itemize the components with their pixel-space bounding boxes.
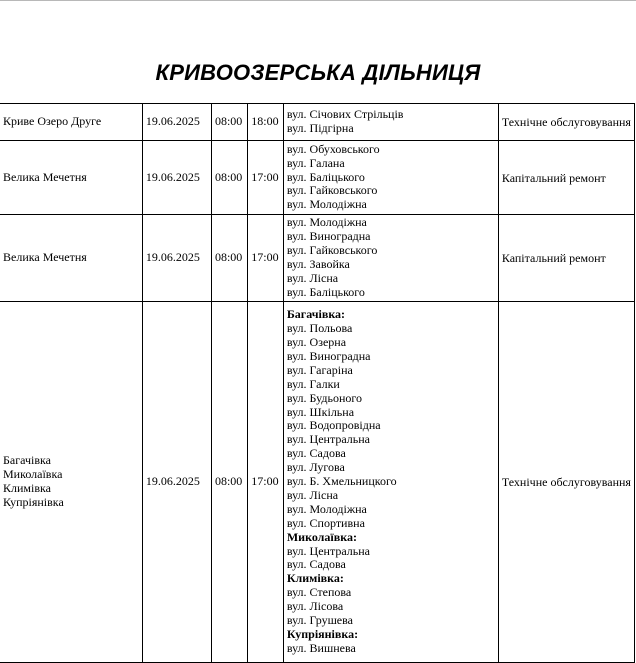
locality-name: Купріянівка (3, 494, 64, 509)
street-line: вул. Озерна (286, 334, 347, 349)
streets-cell (283, 302, 498, 663)
reason-cell: Технічне обслуговування (498, 302, 634, 663)
street-line: вул. Спортивна (286, 515, 365, 530)
end-time-cell: 17:00 (248, 302, 284, 663)
streets-cell (283, 104, 498, 141)
street-line: вул. Б. Хмельницкого (286, 474, 397, 489)
locality-name: Климівка (3, 481, 51, 495)
locality-cell (0, 302, 142, 663)
end-time-cell: 17:00 (248, 215, 284, 302)
reason-cell: Капітальний ремонт (498, 141, 634, 215)
page-title: КРИВООЗЕРСЬКА ДІЛЬНИЦЯ (155, 60, 481, 85)
village-group-heading: Купріянівка: (286, 627, 359, 642)
street-line: вул. Підгірна (286, 121, 354, 135)
street-line: вул. Лісова (286, 599, 344, 614)
village-group-heading: Миколаївка: (286, 529, 357, 544)
street-line: вул. Гайковського (286, 183, 378, 198)
locality-name: Криве Озеро Друге (3, 114, 102, 129)
table-row (0, 141, 635, 215)
street-line: вул. Баліцького (286, 284, 365, 299)
date-cell: 19.06.2025 (142, 104, 211, 141)
top-rule (0, 0, 636, 1)
date-cell: 19.06.2025 (142, 215, 211, 302)
street-line: вул. Центральна (286, 432, 370, 447)
outage-schedule-table (0, 103, 635, 663)
reason-cell: Технічне обслуговування (498, 104, 634, 141)
locality-cell (0, 104, 142, 141)
street-line: вул. Степова (286, 585, 352, 600)
end-time-cell: 18:00 (248, 104, 284, 141)
street-line: вул. Будьоного (286, 390, 363, 405)
street-line: вул. Гагаріна (286, 362, 353, 377)
street-line: вул. Молодіжна (286, 501, 367, 516)
locality-name: Велика Мечетня (3, 250, 87, 265)
end-time-cell: 17:00 (248, 141, 284, 215)
street-line: вул. Водопровідна (286, 418, 381, 433)
table-row (0, 104, 635, 141)
locality-name: Велика Мечетня (3, 169, 87, 184)
date-cell: 19.06.2025 (142, 302, 211, 663)
street-line: вул. Садова (286, 446, 346, 461)
street-line: вул. Шкільна (286, 404, 355, 419)
locality-cell (0, 141, 142, 215)
street-line: вул. Лугова (286, 460, 345, 475)
locality-cell (0, 215, 142, 302)
locality-name: Миколаївка (3, 467, 63, 482)
street-line: вул. Молодіжна (286, 197, 367, 212)
start-time-cell: 08:00 (211, 215, 247, 302)
street-line: вул. Баліцького (286, 169, 365, 184)
streets-cell (283, 215, 498, 302)
street-line: вул. Завойка (286, 257, 350, 271)
street-line: вул. Виноградна (286, 229, 371, 244)
street-line: вул. Вишнева (286, 640, 356, 655)
street-line: вул. Польова (286, 321, 353, 336)
reason-cell: Капітальний ремонт (498, 215, 634, 302)
table-row (0, 215, 635, 302)
locality-name: Багачівка (3, 453, 51, 468)
street-line: вул. Січових Стрільців (286, 107, 404, 122)
street-line: вул. Галана (286, 155, 345, 170)
street-line: вул. Галки (286, 376, 340, 391)
street-line: вул. Грушева (286, 613, 353, 628)
street-line: вул. Центральна (286, 543, 370, 558)
street-line: вул. Лісна (286, 270, 339, 285)
start-time-cell: 08:00 (211, 302, 247, 663)
street-line: вул. Молодіжна (286, 215, 367, 230)
start-time-cell: 08:00 (211, 104, 247, 141)
date-cell: 19.06.2025 (142, 141, 211, 215)
street-line: вул. Садова (286, 557, 346, 572)
street-line: вул. Гайковського (286, 243, 378, 258)
streets-cell (283, 141, 498, 215)
street-line: вул. Обуховського (286, 141, 380, 156)
village-group-heading: Багачівка: (286, 307, 346, 322)
street-line: вул. Виноградна (286, 348, 371, 363)
street-line: вул. Лісна (286, 487, 339, 502)
village-group-heading: Климівка: (286, 571, 344, 586)
table-row (0, 302, 635, 663)
start-time-cell: 08:00 (211, 141, 247, 215)
